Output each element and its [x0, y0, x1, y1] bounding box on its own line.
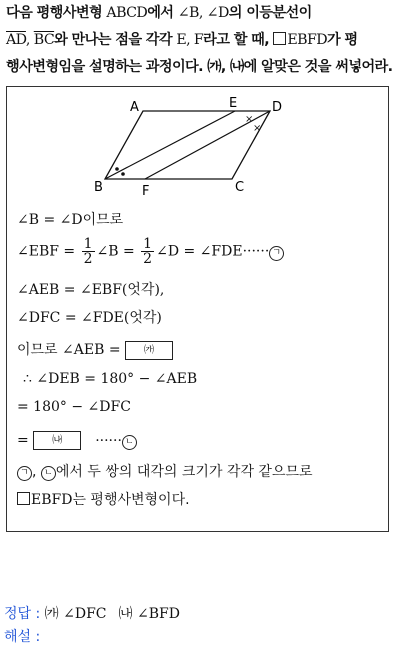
answer-ga: ㈎ ∠DFC [44, 606, 107, 622]
problem-statement [6, 0, 398, 81]
proof-line-9 [17, 461, 313, 481]
problem-text: 의 이등분선이 [228, 5, 312, 21]
problem-text: 라고 할 때, [203, 32, 274, 48]
problem-math: EBFD [287, 32, 327, 48]
proof-math: = [17, 432, 34, 449]
proof-math: ∠D = ∠FDE······ [156, 243, 270, 260]
label-d: D [272, 100, 283, 115]
proof-text: , [32, 464, 41, 480]
proof-math: ∠B = ∠D [17, 212, 83, 228]
problem-text: 에서 [147, 5, 178, 21]
label-b: B [94, 180, 103, 195]
proof-line-1 [17, 209, 123, 229]
parallelogram-figure [90, 95, 283, 205]
answer-label: 정답 : [4, 606, 45, 622]
proof-text: 에서 두 쌍의 대각의 크기가 각각 같으므로 [55, 464, 313, 480]
fraction-half [141, 237, 154, 266]
problem-math: E, F [176, 32, 204, 48]
circled-label: ㄴ [122, 435, 137, 450]
blank-na: ㈏ [33, 431, 81, 450]
proof-box [6, 86, 389, 532]
proof-line-2 [17, 237, 284, 266]
fraction-numerator: 1 [143, 236, 153, 252]
proof-text: 이므로 [82, 212, 124, 228]
fraction-denominator: 2 [83, 251, 93, 267]
problem-line-2 [6, 27, 398, 54]
angle-x-mark: × [245, 114, 254, 125]
proof-line-8 [17, 431, 137, 450]
circled-label: ㄱ [269, 246, 284, 261]
proof-line-3: ∠AEB = ∠EBF(엇각), [17, 282, 165, 298]
proof-math: ∠AEB = [62, 342, 126, 358]
problem-text: 와 만나는 점을 각각 [54, 32, 177, 48]
proof-math: ······ [95, 432, 122, 449]
blank-ga: ㈎ [125, 341, 173, 360]
label-f: F [142, 184, 150, 199]
proof-math: ∠B = [96, 243, 140, 260]
proof-line-4: ∠DFC = ∠FDE(엇각) [17, 310, 162, 326]
problem-math: ABCD [106, 5, 148, 21]
problem-line-3: 행사변형임을 설명하는 과정이다. ㈎, ㈏에 알맞은 것을 써넣어라. [6, 59, 393, 75]
proof-line-10 [17, 489, 190, 509]
label-a: A [130, 100, 139, 115]
label-e: E [229, 96, 238, 111]
proof-line-5 [17, 339, 173, 360]
fraction-denominator: 2 [143, 251, 153, 267]
segment-bc: $\overline{BC}$ [33, 32, 55, 48]
square-symbol-icon [17, 492, 30, 505]
circled-label: ㄴ [41, 466, 56, 481]
circled-label: ㄱ [17, 466, 32, 481]
problem-math: ∠B, ∠D [177, 5, 229, 21]
fraction-half [82, 237, 95, 266]
problem-text: 가 평 [326, 32, 358, 48]
problem-line-1 [6, 0, 398, 27]
problem-text: , [25, 32, 34, 48]
fraction-numerator: 1 [83, 236, 93, 252]
proof-math: ∠EBF = [17, 243, 80, 260]
proof-line-6: ∴ ∠DEB = 180° − ∠AEB [23, 371, 198, 387]
angle-x-mark: × [253, 123, 262, 134]
angle-dot-mark [115, 167, 119, 171]
proof-text: 는 평행사변형이다. [72, 492, 190, 508]
answer-na: ㈏ ∠BFD [118, 606, 180, 622]
problem-text: 다음 평행사변형 [6, 5, 107, 21]
solution-label: 해설 : [4, 629, 41, 645]
square-symbol-icon [273, 32, 286, 45]
proof-text: 이므로 [17, 342, 63, 358]
proof-math: EBFD [31, 492, 73, 508]
answer-line [4, 603, 180, 623]
proof-line-7: = 180° − ∠DFC [17, 399, 131, 415]
angle-dot-mark [121, 172, 125, 176]
label-c: C [235, 180, 245, 195]
segment-ad: $\overline{AD}$ [6, 32, 26, 48]
